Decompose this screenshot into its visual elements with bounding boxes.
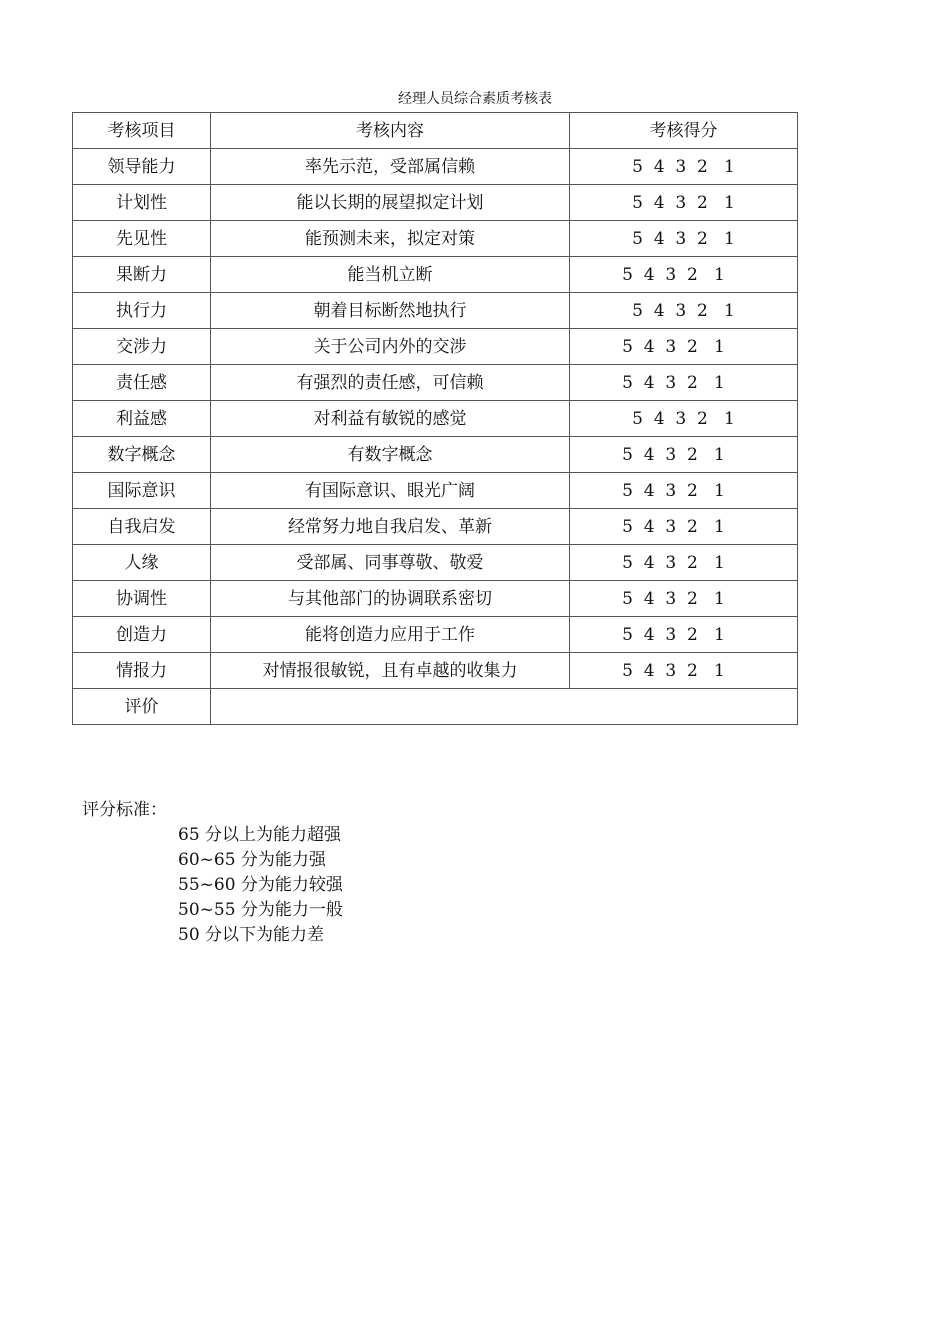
row-score: 5 4 3 2 1 [622,444,725,465]
evaluation-row [73,689,798,725]
row-content: 朝着目标断然地执行 [211,293,570,329]
row-content: 有强烈的责任感，可信赖 [211,365,570,401]
row-score-cell [570,545,798,581]
evaluation-table [72,112,798,725]
header-item: 考核项目 [73,113,211,149]
table-row [73,293,798,329]
row-score-cell [570,653,798,689]
row-score: 5 4 3 2 1 [632,408,735,429]
row-score: 5 4 3 2 1 [622,264,725,285]
table-row [73,149,798,185]
row-score: 5 4 3 2 1 [622,516,725,537]
row-item: 执行力 [73,293,211,329]
row-item: 利益感 [73,401,211,437]
row-score: 5 4 3 2 1 [632,156,735,177]
row-content: 受部属、同事尊敬、敬爱 [211,545,570,581]
criteria-label: 评分标准： [82,800,167,820]
table-row [73,509,798,545]
table-row [73,653,798,689]
row-score: 5 4 3 2 1 [622,372,725,393]
header-score: 考核得分 [570,113,798,149]
row-score: 5 4 3 2 1 [622,624,725,645]
table-row [73,329,798,365]
row-content: 能将创造力应用于工作 [211,617,570,653]
row-score-cell [570,329,798,365]
row-score-cell [570,401,798,437]
criteria-item: 60~65 分为能力强 [178,850,326,870]
row-item: 情报力 [73,653,211,689]
row-item: 责任感 [73,365,211,401]
row-score-cell [570,365,798,401]
table-row [73,545,798,581]
row-item: 计划性 [73,185,211,221]
row-item: 创造力 [73,617,211,653]
table-header-row [73,113,798,149]
table-row [73,185,798,221]
row-content: 能以长期的展望拟定计划 [211,185,570,221]
row-content: 对情报很敏锐，且有卓越的收集力 [211,653,570,689]
table-row [73,437,798,473]
table-row [73,365,798,401]
row-item: 协调性 [73,581,211,617]
row-item: 先见性 [73,221,211,257]
row-item: 交涉力 [73,329,211,365]
row-content: 经常努力地自我启发、革新 [211,509,570,545]
criteria-item: 55~60 分为能力较强 [178,875,343,895]
row-content: 率先示范，受部属信赖 [211,149,570,185]
criteria-item: 65 分以上为能力超强 [178,825,342,845]
row-score: 5 4 3 2 1 [622,588,725,609]
row-score: 5 4 3 2 1 [632,300,735,321]
row-score-cell [570,149,798,185]
row-content: 能预测未来，拟定对策 [211,221,570,257]
row-score: 5 4 3 2 1 [622,552,725,573]
row-score: 5 4 3 2 1 [622,336,725,357]
row-score-cell [570,509,798,545]
row-item: 国际意识 [73,473,211,509]
criteria-item: 50 分以下为能力差 [178,925,325,945]
criteria-list [178,823,343,948]
row-item: 人缘 [73,545,211,581]
table-row [73,581,798,617]
row-score-cell [570,293,798,329]
row-content: 关于公司内外的交涉 [211,329,570,365]
row-score: 5 4 3 2 1 [622,660,725,681]
row-score-cell [570,581,798,617]
evaluation-label: 评价 [73,689,211,725]
row-content: 有数字概念 [211,437,570,473]
table-row [73,257,798,293]
header-content: 考核内容 [211,113,570,149]
table-row [73,617,798,653]
row-content: 能当机立断 [211,257,570,293]
table-row [73,221,798,257]
row-score-cell [570,185,798,221]
row-score-cell [570,257,798,293]
row-score: 5 4 3 2 1 [632,192,735,213]
row-content: 与其他部门的协调联系密切 [211,581,570,617]
row-item: 果断力 [73,257,211,293]
page-title: 经理人员综合素质考核表 [398,91,552,107]
table-row [73,401,798,437]
row-score-cell [570,473,798,509]
row-content: 有国际意识、眼光广阔 [211,473,570,509]
row-score: 5 4 3 2 1 [632,228,735,249]
row-score-cell [570,617,798,653]
row-item: 领导能力 [73,149,211,185]
evaluation-value [211,689,798,725]
table-row [73,473,798,509]
row-item: 数字概念 [73,437,211,473]
row-score-cell [570,437,798,473]
row-item: 自我启发 [73,509,211,545]
scoring-criteria [82,798,343,948]
row-score-cell [570,221,798,257]
row-score: 5 4 3 2 1 [622,480,725,501]
criteria-item: 50~55 分为能力一般 [178,900,343,920]
row-content: 对利益有敏锐的感觉 [211,401,570,437]
